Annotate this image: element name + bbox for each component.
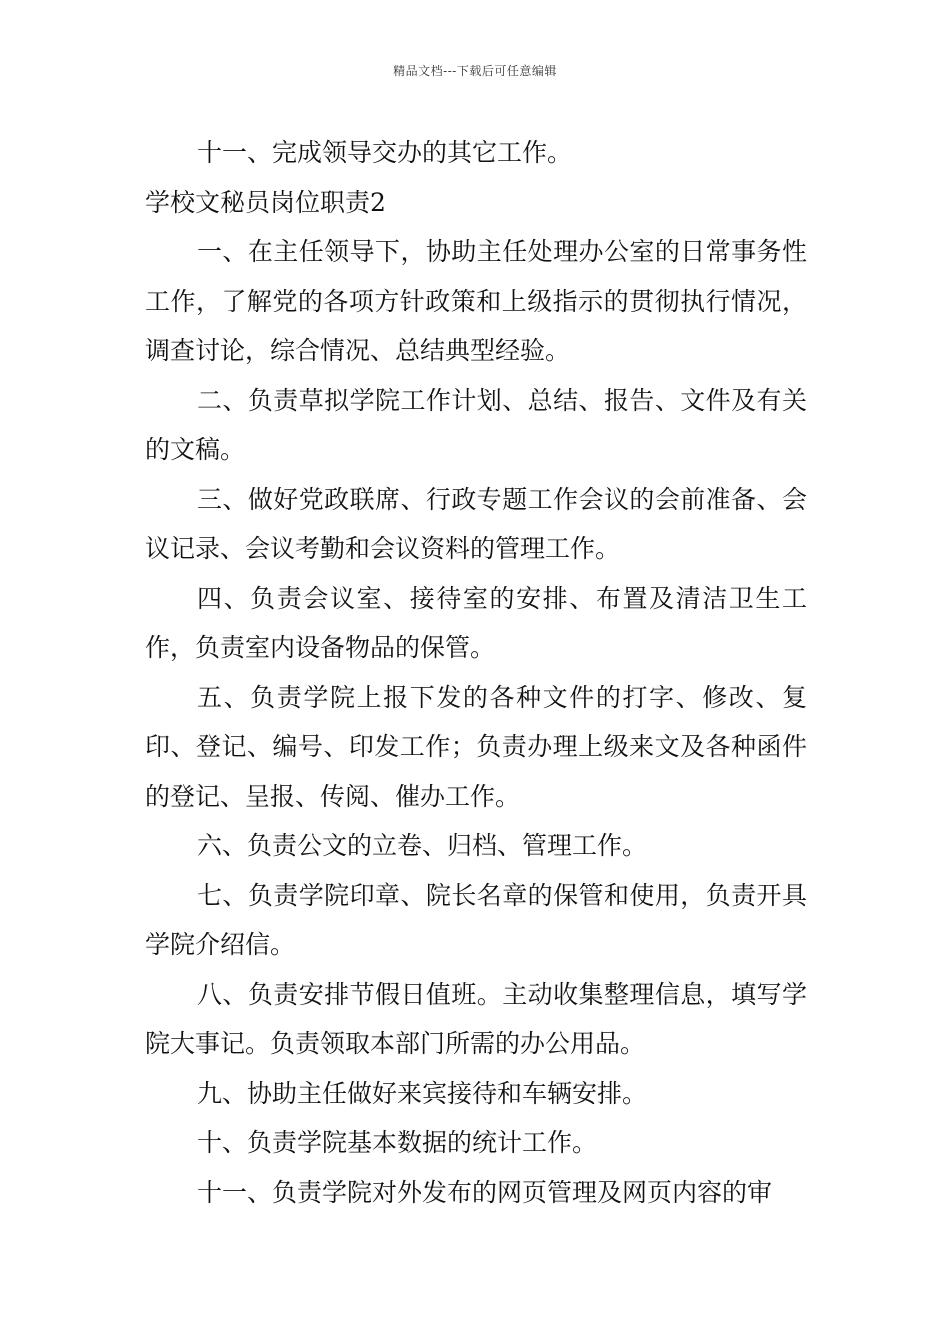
paragraph-item-1: 一、在主任领导下，协助主任处理办公室的日常事务性工作，了解党的各项方针政策和上级指示的贯彻执行情况，调查讨论，综合情况、总结典型经验。 bbox=[145, 237, 807, 365]
paragraph-item-3: 三、做好党政联席、行政专题工作会议的会前准备、会议记录、会议考勤和会议资料的管理工作。 bbox=[145, 484, 807, 563]
page-header: 精品文档---下载后可任意编辑 bbox=[393, 64, 557, 78]
paragraph-item-11: 十一、负责学院对外发布的网页管理及网页内容的审 bbox=[197, 1177, 773, 1207]
paragraph-item-6: 六、负责公文的立卷、归档、管理工作。 bbox=[197, 831, 648, 860]
paragraph-item-10: 十、负责学院基本数据的统计工作。 bbox=[197, 1128, 598, 1157]
document-body bbox=[145, 128, 807, 1217]
paragraph-item-5: 五、负责学院上报下发的各种文件的打字、修改、复印、登记、编号、印发工作；负责办理上级来文及各种函件的登记、呈报、传阅、催办工作。 bbox=[145, 682, 807, 811]
section-heading: 学校文秘员岗位职责2 bbox=[145, 187, 386, 217]
paragraph-item-9: 九、协助主任做好来宾接待和车辆安排。 bbox=[197, 1078, 648, 1108]
paragraph-item-11-complete-tasks: 十一、完成领导交办的其它工作。 bbox=[197, 138, 573, 167]
paragraph-item-7: 七、负责学院印章、院长名章的保管和使用，负责开具学院介绍信。 bbox=[145, 880, 807, 959]
paragraph-item-2: 二、负责草拟学院工作计划、总结、报告、文件及有关的文稿。 bbox=[145, 385, 807, 464]
paragraph-item-8: 八、负责安排节假日值班。主动收集整理信息，填写学院大事记。负责领取本部门所需的办公用品。 bbox=[145, 979, 807, 1058]
paragraph-item-4: 四、负责会议室、接待室的安排、布置及清洁卫生工作，负责室内设备物品的保管。 bbox=[145, 583, 807, 662]
